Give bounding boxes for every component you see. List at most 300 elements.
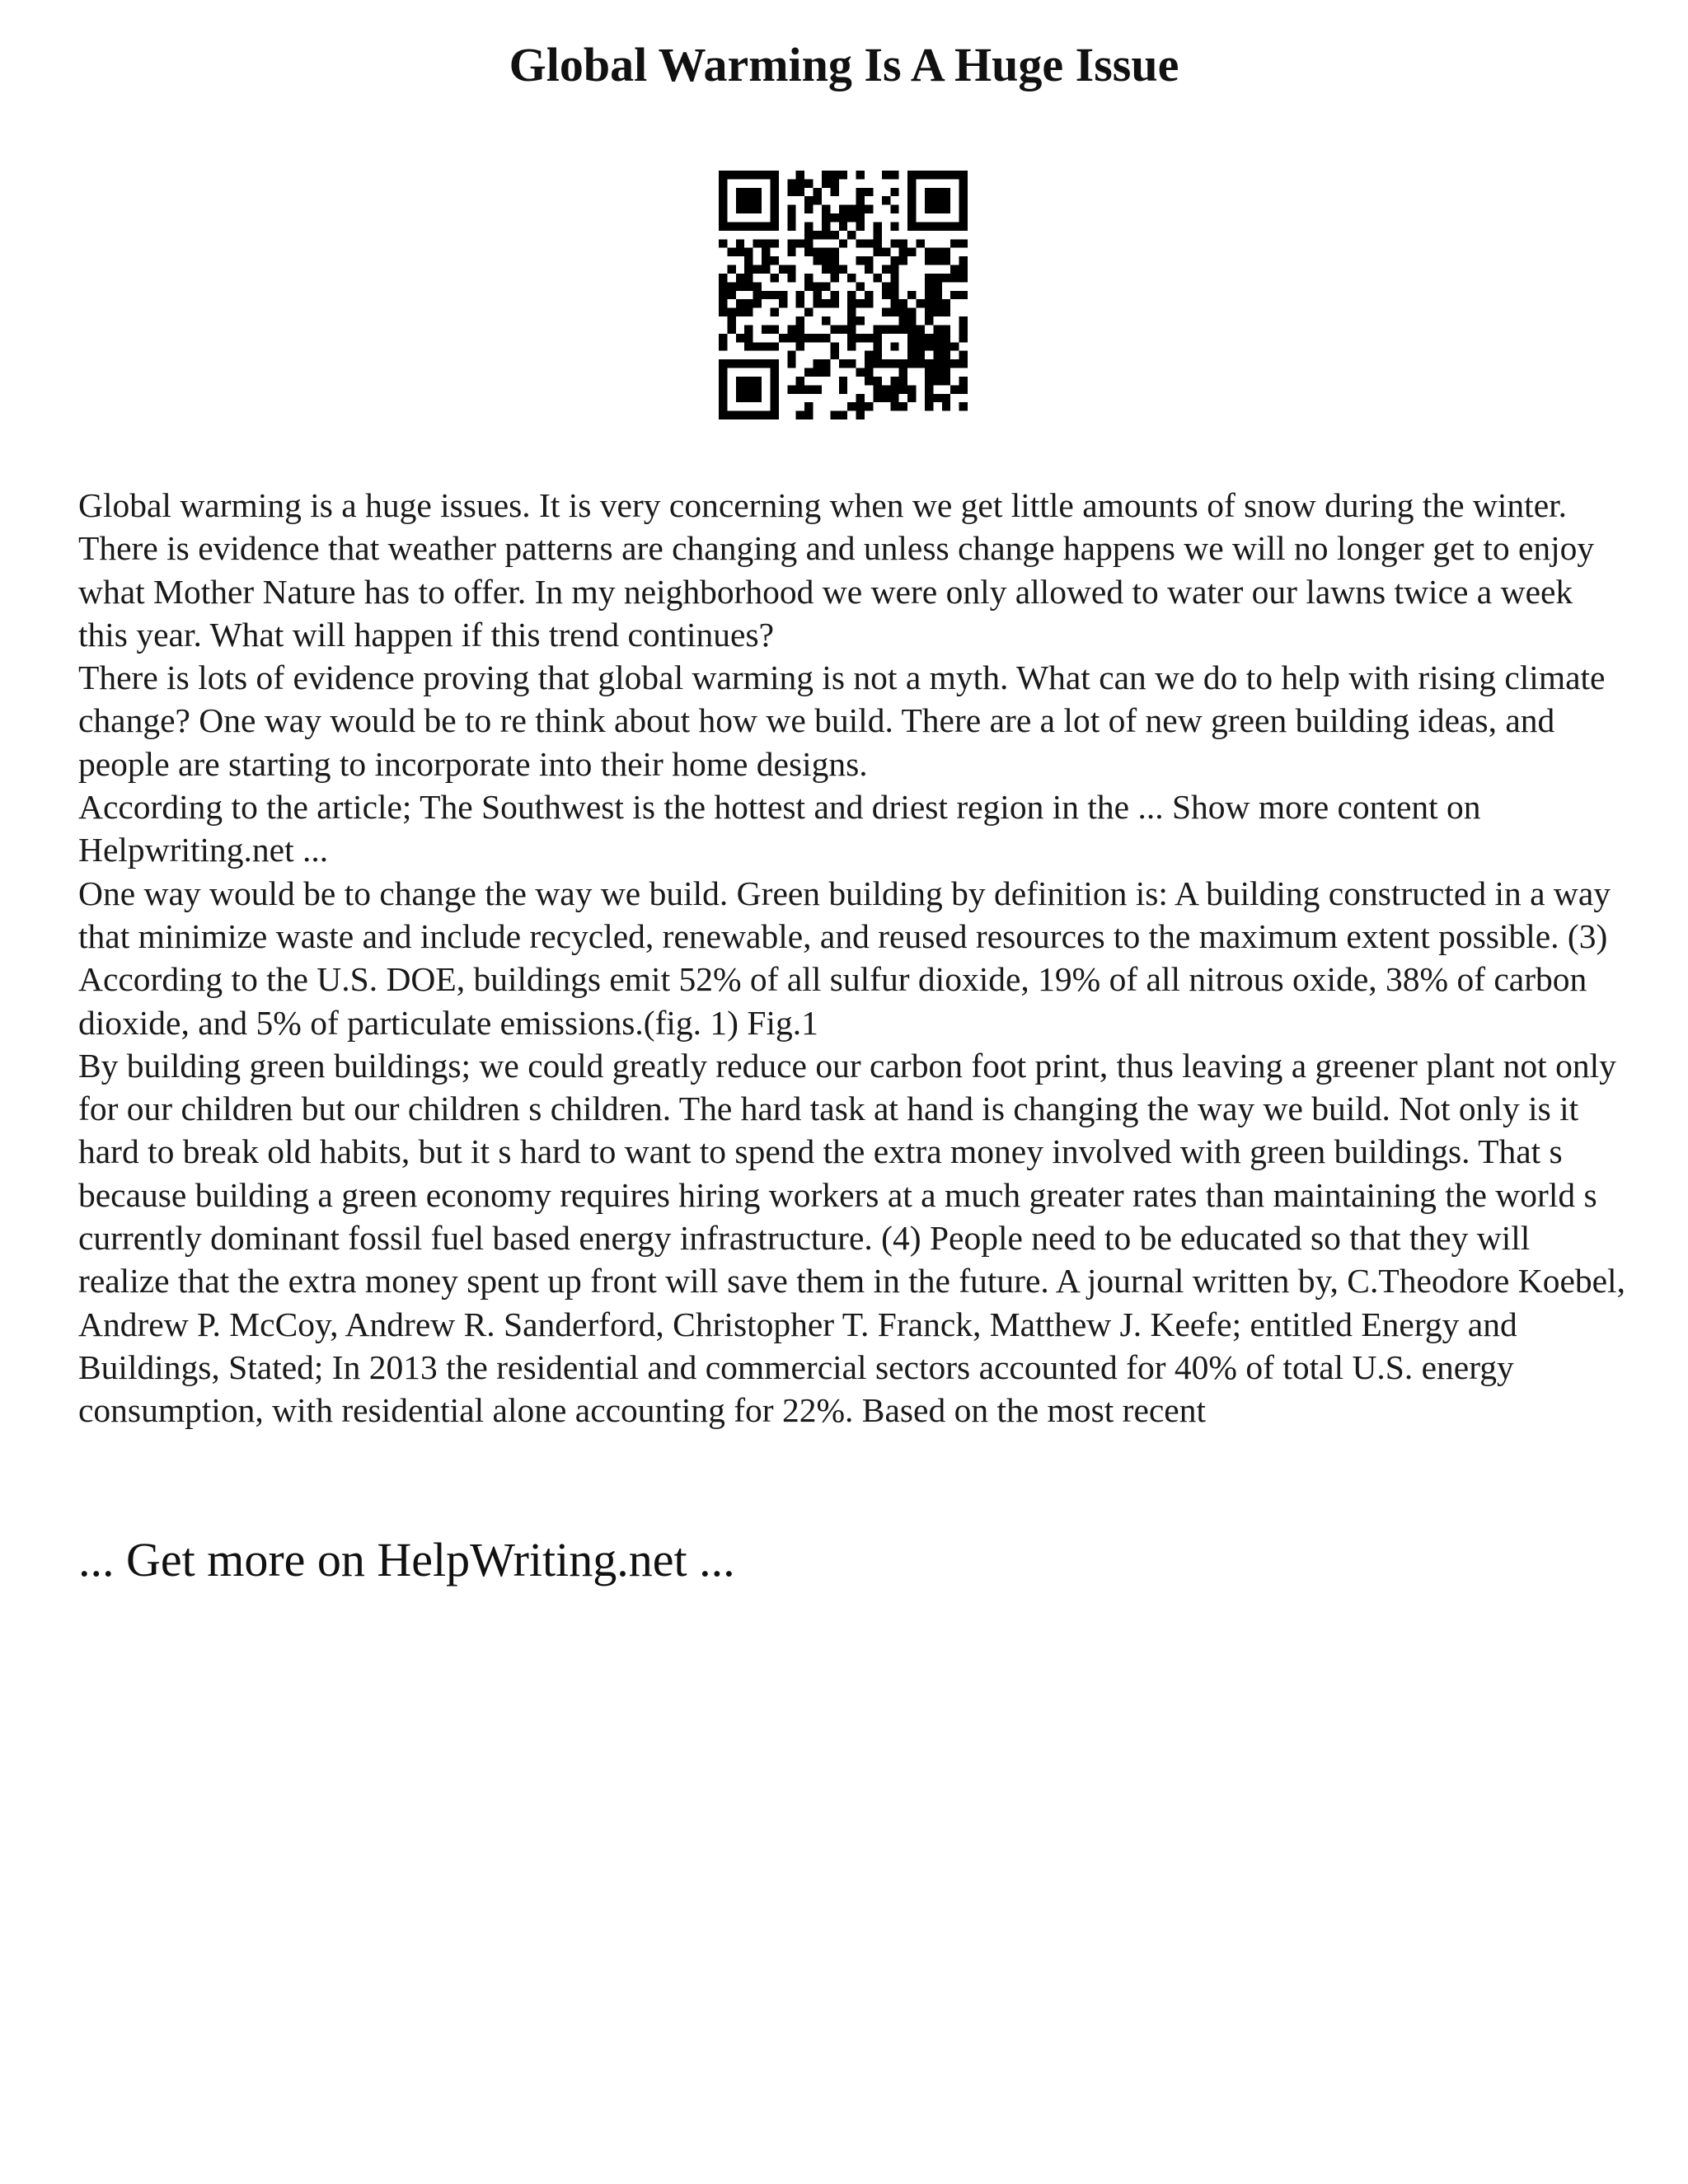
qr-module — [847, 205, 856, 213]
qr-module — [882, 385, 890, 393]
qr-module — [753, 265, 762, 274]
qr-module — [770, 359, 778, 368]
qr-module — [907, 248, 916, 256]
qr-module — [873, 274, 881, 282]
qr-module — [907, 222, 916, 230]
qr-module — [917, 351, 925, 359]
qr-module — [925, 256, 933, 265]
qr-module — [822, 248, 830, 256]
qr-module — [907, 213, 916, 222]
qr-module — [839, 359, 847, 368]
qr-module — [744, 334, 753, 342]
qr-module — [839, 325, 847, 333]
qr-module — [907, 188, 916, 196]
qr-module — [925, 205, 933, 213]
qr-module — [804, 334, 813, 342]
qr-module — [753, 299, 762, 307]
qr-module — [899, 385, 907, 393]
qr-module — [822, 359, 830, 368]
qr-module — [719, 402, 727, 410]
qr-module — [796, 377, 804, 385]
qr-module — [822, 213, 830, 222]
qr-module — [907, 291, 916, 299]
qr-module — [762, 171, 770, 179]
qr-module — [744, 325, 753, 333]
qr-module — [796, 411, 804, 419]
qr-module — [925, 385, 933, 393]
qr-module — [736, 196, 744, 204]
qr-module — [933, 222, 941, 230]
qr-module — [736, 334, 744, 342]
qr-module — [727, 359, 735, 368]
qr-module — [753, 394, 762, 402]
qr-module — [787, 265, 795, 274]
paragraph: There is lots of evidence proving that global warming is not a myth. What can we do to help with rising climate change? One way would be to re think about how we build. There are a lot of new green building ideas, and people are starting to incorporate into their home designs. — [78, 658, 1606, 783]
qr-module — [907, 308, 916, 316]
qr-module — [907, 334, 916, 342]
article-body — [78, 484, 1628, 1432]
qr-module — [950, 359, 959, 368]
qr-module — [907, 196, 916, 204]
qr-module — [959, 274, 968, 282]
qr-module — [950, 239, 959, 247]
qr-module — [959, 188, 968, 196]
qr-module — [736, 171, 744, 179]
qr-module — [959, 205, 968, 213]
qr-module — [959, 325, 968, 333]
qr-module — [873, 325, 881, 333]
qr-module — [736, 239, 744, 247]
qr-module — [959, 351, 968, 359]
qr-module — [744, 342, 753, 350]
get-more-link[interactable]: ... Get more on HelpWriting.net ... — [78, 1533, 735, 1586]
qr-module — [814, 188, 822, 196]
qr-module — [753, 171, 762, 179]
qr-module — [762, 291, 770, 299]
qr-module — [753, 239, 762, 247]
qr-module — [907, 385, 916, 393]
qr-module — [753, 342, 762, 350]
qr-module — [917, 171, 925, 179]
qr-module — [719, 299, 727, 307]
qr-module — [959, 256, 968, 265]
qr-module — [933, 248, 941, 256]
qr-module — [890, 222, 898, 230]
qr-module — [899, 256, 907, 265]
qr-module — [753, 291, 762, 299]
qr-module — [787, 222, 795, 230]
qr-module — [907, 205, 916, 213]
qr-module — [890, 325, 898, 333]
qr-module — [719, 179, 727, 187]
qr-module — [744, 274, 753, 282]
qr-module — [890, 188, 898, 196]
qr-module — [959, 334, 968, 342]
qr-module — [856, 402, 865, 410]
qr-module — [762, 325, 770, 333]
qr-module — [925, 248, 933, 256]
qr-module — [942, 248, 950, 256]
qr-module — [899, 368, 907, 377]
qr-module — [719, 213, 727, 222]
qr-module — [856, 299, 865, 307]
qr-module — [959, 213, 968, 222]
qr-module — [950, 291, 959, 299]
qr-module — [933, 282, 941, 290]
qr-module — [770, 402, 778, 410]
qr-module — [727, 291, 735, 299]
qr-module — [839, 205, 847, 213]
qr-module — [890, 377, 898, 385]
qr-module — [950, 171, 959, 179]
qr-module — [744, 248, 753, 256]
qr-module — [847, 308, 856, 316]
qr-module — [830, 171, 838, 179]
qr-module — [907, 342, 916, 350]
qr-module — [890, 239, 898, 247]
qr-module — [847, 231, 856, 239]
qr-module — [762, 248, 770, 256]
qr-module — [762, 239, 770, 247]
qr-module — [925, 299, 933, 307]
qr-module — [899, 325, 907, 333]
qr-module — [856, 196, 865, 204]
qr-module — [950, 265, 959, 274]
qr-module — [959, 239, 968, 247]
qr-module — [822, 205, 830, 213]
qr-module — [770, 342, 778, 350]
qr-module — [925, 188, 933, 196]
qr-module — [830, 411, 838, 419]
qr-module — [839, 213, 847, 222]
qr-module — [770, 256, 778, 265]
qr-module — [770, 377, 778, 385]
qr-module — [770, 291, 778, 299]
qr-module — [830, 265, 838, 274]
qr-module — [873, 394, 881, 402]
qr-module — [856, 368, 865, 377]
paragraph: By building green buildings; we could greatly reduce our carbon foot print, thus leaving a greener plant not only for our children but our children s children. The hard task at hand is changing the way we build. Not only is it hard to break old habits, but it s hard to want to spend the extra money involved with green buildings. That s because building a green economy requires hiring workers at a much greater rates than maintaining the world s currently dominant fossil fuel based energy infrastructure. (4) People need to be educated so that they will realize that the extra money spent up front will save them in the future. A journal written by, C.Theodore Koebel, Andrew P. McCoy, Andrew R. Sanderford, Christopher T. Franck, Matthew J. Keefe; entitled Energy and Buildings, Stated; In 2013 the residential and commercial sectors accounted for 40% of total U.S. energy consumption, with residential alone accounting for 22%. Based on the most recent — [78, 1046, 1625, 1430]
qr-module — [917, 325, 925, 333]
qr-module — [942, 188, 950, 196]
qr-module — [856, 239, 865, 247]
qr-module — [719, 282, 727, 290]
qr-module — [727, 282, 735, 290]
qr-module — [744, 196, 753, 204]
qr-module — [959, 196, 968, 204]
qr-module — [830, 291, 838, 299]
qr-module — [942, 205, 950, 213]
qr-module — [770, 394, 778, 402]
qr-module — [804, 239, 813, 247]
qr-module — [770, 239, 778, 247]
qr-module — [847, 334, 856, 342]
qr-module — [865, 334, 873, 342]
qr-module — [856, 394, 865, 402]
qr-module — [942, 308, 950, 316]
qr-module — [933, 274, 941, 282]
qr-module — [762, 342, 770, 350]
qr-module — [744, 171, 753, 179]
qr-module — [942, 368, 950, 377]
qr-module — [804, 282, 813, 290]
qr-module — [933, 368, 941, 377]
qr-module — [822, 334, 830, 342]
qr-module — [779, 291, 787, 299]
qr-module — [907, 316, 916, 325]
qr-module — [830, 342, 838, 350]
qr-module — [787, 205, 795, 213]
qr-module — [719, 308, 727, 316]
qr-module — [959, 377, 968, 385]
qr-module — [865, 351, 873, 359]
qr-module — [787, 179, 795, 187]
qr-module — [933, 299, 941, 307]
qr-module — [822, 316, 830, 325]
qr-module — [744, 308, 753, 316]
qr-module — [796, 179, 804, 187]
qr-module — [847, 402, 856, 410]
qr-module — [847, 291, 856, 299]
qr-module — [882, 248, 890, 256]
qr-module — [719, 368, 727, 377]
qr-module — [814, 385, 822, 393]
qr-module — [770, 205, 778, 213]
qr-module — [925, 342, 933, 350]
qr-module — [744, 411, 753, 419]
qr-module — [890, 402, 898, 410]
qr-module — [796, 325, 804, 333]
qr-module — [882, 394, 890, 402]
qr-module — [856, 222, 865, 230]
qr-module — [814, 368, 822, 377]
qr-module — [796, 299, 804, 307]
qr-module — [770, 196, 778, 204]
qr-module — [744, 205, 753, 213]
qr-module — [736, 394, 744, 402]
qr-module — [779, 334, 787, 342]
qr-module — [942, 351, 950, 359]
qr-module — [753, 196, 762, 204]
qr-module — [804, 368, 813, 377]
qr-module — [822, 222, 830, 230]
qr-module — [736, 205, 744, 213]
qr-module — [873, 222, 881, 230]
qr-module — [882, 265, 890, 274]
qr-module — [933, 394, 941, 402]
qr-module — [762, 411, 770, 419]
qr-module — [804, 231, 813, 239]
qr-module — [959, 316, 968, 325]
qr-module — [727, 248, 735, 256]
qr-module — [839, 222, 847, 230]
qr-module — [865, 291, 873, 299]
qr-module — [882, 291, 890, 299]
qr-module — [882, 196, 890, 204]
qr-module — [796, 291, 804, 299]
qr-module — [727, 308, 735, 316]
qr-module — [933, 256, 941, 265]
qr-module — [933, 188, 941, 196]
qr-module — [882, 282, 890, 290]
qr-module — [917, 359, 925, 368]
qr-module — [847, 359, 856, 368]
qr-module — [719, 188, 727, 196]
qr-module — [787, 239, 795, 247]
qr-module — [822, 231, 830, 239]
qr-module — [744, 188, 753, 196]
qr-module — [814, 299, 822, 307]
qr-module — [942, 402, 950, 410]
qr-module — [804, 196, 813, 204]
qr-module — [744, 299, 753, 307]
qr-module — [856, 316, 865, 325]
qr-module — [787, 325, 795, 333]
qr-module — [736, 359, 744, 368]
qr-module — [804, 385, 813, 393]
qr-module — [719, 205, 727, 213]
qr-module — [933, 308, 941, 316]
qr-module — [925, 308, 933, 316]
qr-module — [907, 325, 916, 333]
qr-module — [770, 308, 778, 316]
qr-module — [779, 265, 787, 274]
qr-module — [890, 385, 898, 393]
qr-module — [942, 256, 950, 265]
qr-module — [727, 316, 735, 325]
qr-module — [865, 256, 873, 265]
qr-module — [917, 222, 925, 230]
qr-module — [753, 385, 762, 393]
qr-module — [933, 334, 941, 342]
qr-module — [804, 411, 813, 419]
qr-module — [890, 282, 898, 290]
qr-module — [899, 308, 907, 316]
qr-module — [950, 342, 959, 350]
qr-module — [873, 385, 881, 393]
qr-module — [856, 256, 865, 265]
paragraph: One way would be to change the way we build. Green building by definition is: A building constructed in a way that minimize waste and include recycled, renewable, and reused resources to the maximum extent possible. (3) According to the U.S. DOE, buildings emit 52% of all sulfur dioxide, 19% of all nitrous oxide, 38% of carbon dioxide, and 5% of particulate emissions.(fig. 1) Fig.1 — [78, 874, 1611, 1042]
qr-module — [814, 334, 822, 342]
qr-module — [847, 274, 856, 282]
qr-module — [770, 213, 778, 222]
qr-module — [925, 394, 933, 402]
qr-module — [804, 205, 813, 213]
qr-module — [736, 222, 744, 230]
qr-module — [882, 171, 890, 179]
qr-module — [942, 274, 950, 282]
qr-module — [933, 291, 941, 299]
qr-module — [814, 196, 822, 204]
qr-module — [959, 359, 968, 368]
qr-module — [907, 394, 916, 402]
qr-module — [719, 274, 727, 282]
qr-module — [839, 377, 847, 385]
paragraph: According to the article; The Southwest is the hottest and driest region in the ... Show more content on Helpwriting.net ... — [78, 788, 1481, 869]
qr-module — [814, 291, 822, 299]
qr-module — [890, 274, 898, 282]
qr-module — [933, 196, 941, 204]
qr-module — [933, 359, 941, 368]
qr-module — [727, 265, 735, 274]
qr-module — [804, 402, 813, 410]
qr-module — [856, 411, 865, 419]
qr-module — [925, 282, 933, 290]
qr-module — [822, 265, 830, 274]
qr-module — [873, 342, 881, 350]
qr-module — [856, 171, 865, 179]
qr-module — [873, 377, 881, 385]
qr-module — [796, 342, 804, 350]
qr-module — [753, 282, 762, 290]
qr-module — [744, 385, 753, 393]
qr-module — [856, 213, 865, 222]
qr-module — [770, 411, 778, 419]
qr-module — [787, 334, 795, 342]
qr-module — [865, 402, 873, 410]
qr-module — [959, 179, 968, 187]
qr-module — [814, 359, 822, 368]
qr-module — [899, 239, 907, 247]
qr-module — [942, 222, 950, 230]
qr-module — [822, 171, 830, 179]
qr-module — [917, 299, 925, 307]
qr-module — [787, 351, 795, 359]
qr-module — [753, 359, 762, 368]
qr-module — [933, 171, 941, 179]
qr-module — [719, 411, 727, 419]
qr-module — [899, 377, 907, 385]
qr-module — [890, 308, 898, 316]
qr-module — [925, 274, 933, 282]
qr-module — [873, 359, 881, 368]
qr-module — [865, 377, 873, 385]
qr-module — [796, 171, 804, 179]
qr-module — [933, 342, 941, 350]
qr-module — [856, 334, 865, 342]
qr-module — [907, 171, 916, 179]
qr-module — [933, 205, 941, 213]
qr-module — [865, 205, 873, 213]
qr-module — [907, 179, 916, 187]
qr-module — [899, 359, 907, 368]
qr-module — [796, 385, 804, 393]
qr-module — [744, 265, 753, 274]
qr-module — [907, 351, 916, 359]
qr-module — [744, 282, 753, 290]
qr-module — [762, 222, 770, 230]
page-title: Global Warming Is A Huge Issue — [509, 38, 1179, 91]
qr-module — [719, 291, 727, 299]
qr-module — [839, 171, 847, 179]
qr-module — [804, 248, 813, 256]
qr-module — [770, 385, 778, 393]
qr-module — [917, 342, 925, 350]
qr-module — [814, 248, 822, 256]
qr-module — [770, 368, 778, 377]
qr-module — [925, 196, 933, 204]
qr-module — [719, 385, 727, 393]
qr-module — [744, 256, 753, 265]
qr-module — [865, 359, 873, 368]
qr-module — [856, 205, 865, 213]
qr-module — [925, 316, 933, 325]
qr-module — [899, 316, 907, 325]
qr-module — [727, 411, 735, 419]
qr-module — [950, 222, 959, 230]
qr-module — [959, 222, 968, 230]
qr-module — [899, 248, 907, 256]
